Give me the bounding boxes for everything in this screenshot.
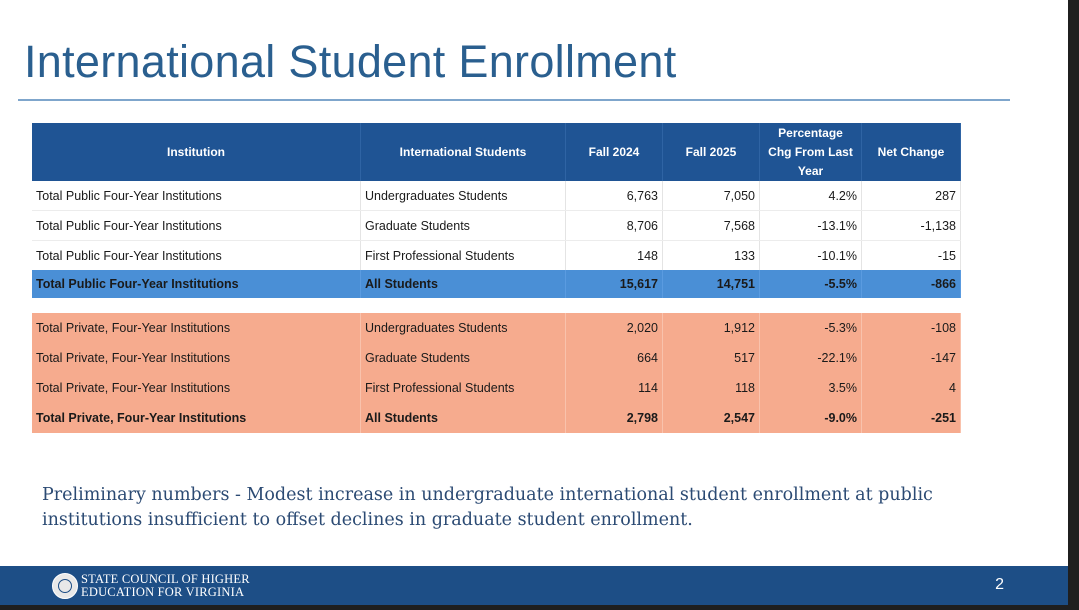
slide-note — [42, 483, 1002, 533]
cell-net-change: -15 — [862, 241, 961, 271]
org-line-2: EDUCATION FOR VIRGINIA — [81, 585, 245, 599]
cell-fall-2025: 2,547 — [663, 403, 760, 433]
note-line-1: Preliminary numbers - Modest increase in undergraduate international student enrollment at public — [42, 485, 933, 505]
header-pct-line3: Year — [797, 163, 824, 178]
cell-fall-2024: 6,763 — [566, 181, 663, 211]
cell-fall-2025: 7,568 — [663, 211, 760, 241]
cell-net-change: 4 — [862, 373, 961, 403]
title-divider — [18, 99, 1010, 101]
cell-institution: Total Private, Four-Year Institutions — [32, 313, 361, 343]
public-total-row — [32, 270, 961, 298]
cell-fall-2024: 2,020 — [566, 313, 663, 343]
cell-institution: Total Public Four-Year Institutions — [32, 211, 361, 241]
header-net-change: Net Change — [862, 123, 961, 181]
cell-fall-2024: 2,798 — [566, 403, 663, 433]
cell-percentage-change: 4.2% — [760, 181, 862, 211]
cell-institution: Total Public Four-Year Institutions — [32, 241, 361, 271]
cell-fall-2024: 15,617 — [566, 270, 663, 298]
cell-net-change: -251 — [862, 403, 961, 433]
header-fall-2024: Fall 2024 — [566, 123, 663, 181]
table-row — [32, 211, 961, 241]
cell-students: First Professional Students — [361, 241, 566, 271]
cell-students: All Students — [361, 403, 566, 433]
organization-name — [81, 573, 250, 599]
page-number: 2 — [995, 576, 1004, 593]
cell-fall-2024: 148 — [566, 241, 663, 271]
cell-students: First Professional Students — [361, 373, 566, 403]
cell-percentage-change: -5.5% — [760, 270, 862, 298]
table-row — [32, 181, 961, 211]
cell-fall-2024: 664 — [566, 343, 663, 373]
table-row — [32, 343, 961, 373]
cell-students: All Students — [361, 270, 566, 298]
cell-students: Undergraduates Students — [361, 313, 566, 343]
cell-students: Graduate Students — [361, 211, 566, 241]
cell-percentage-change: -22.1% — [760, 343, 862, 373]
cell-fall-2025: 118 — [663, 373, 760, 403]
cell-fall-2025: 517 — [663, 343, 760, 373]
cell-net-change: -108 — [862, 313, 961, 343]
header-international-students: International Students — [361, 123, 566, 181]
cell-institution: Total Private, Four-Year Institutions — [32, 403, 361, 433]
footer-bar — [0, 566, 1068, 605]
cell-net-change: -1,138 — [862, 211, 961, 241]
cell-percentage-change: -9.0% — [760, 403, 862, 433]
header-institution: Institution — [32, 123, 361, 181]
enrollment-table — [32, 123, 961, 433]
slide-title: International Student Enrollment — [24, 36, 677, 87]
cell-net-change: -147 — [862, 343, 961, 373]
note-line-2: institutions insufficient to offset declines in graduate student enrollment. — [42, 510, 693, 530]
cell-institution: Total Public Four-Year Institutions — [32, 181, 361, 211]
cell-institution: Total Public Four-Year Institutions — [32, 270, 361, 298]
header-fall-2025: Fall 2025 — [663, 123, 760, 181]
cell-net-change: -866 — [862, 270, 961, 298]
cell-percentage-change: 3.5% — [760, 373, 862, 403]
cell-percentage-change: -5.3% — [760, 313, 862, 343]
header-percentage-change — [760, 123, 862, 181]
private-total-row — [32, 403, 961, 433]
table-row — [32, 373, 961, 403]
cell-fall-2025: 1,912 — [663, 313, 760, 343]
cell-fall-2025: 14,751 — [663, 270, 760, 298]
seal-icon — [52, 573, 78, 599]
cell-fall-2025: 7,050 — [663, 181, 760, 211]
org-line-1: STATE COUNCIL OF HIGHER — [81, 572, 250, 586]
table-spacer — [32, 298, 961, 313]
header-pct-line1: Percentage — [778, 125, 843, 140]
cell-percentage-change: -13.1% — [760, 211, 862, 241]
table-header-row — [32, 123, 961, 181]
table-row — [32, 241, 961, 271]
cell-fall-2025: 133 — [663, 241, 760, 271]
cell-institution: Total Private, Four-Year Institutions — [32, 343, 361, 373]
cell-students: Graduate Students — [361, 343, 566, 373]
cell-net-change: 287 — [862, 181, 961, 211]
cell-students: Undergraduates Students — [361, 181, 566, 211]
cell-percentage-change: -10.1% — [760, 241, 862, 271]
cell-institution: Total Private, Four-Year Institutions — [32, 373, 361, 403]
cell-fall-2024: 8,706 — [566, 211, 663, 241]
table-row — [32, 313, 961, 343]
cell-fall-2024: 114 — [566, 373, 663, 403]
header-pct-line2: Chg From Last — [768, 144, 853, 159]
